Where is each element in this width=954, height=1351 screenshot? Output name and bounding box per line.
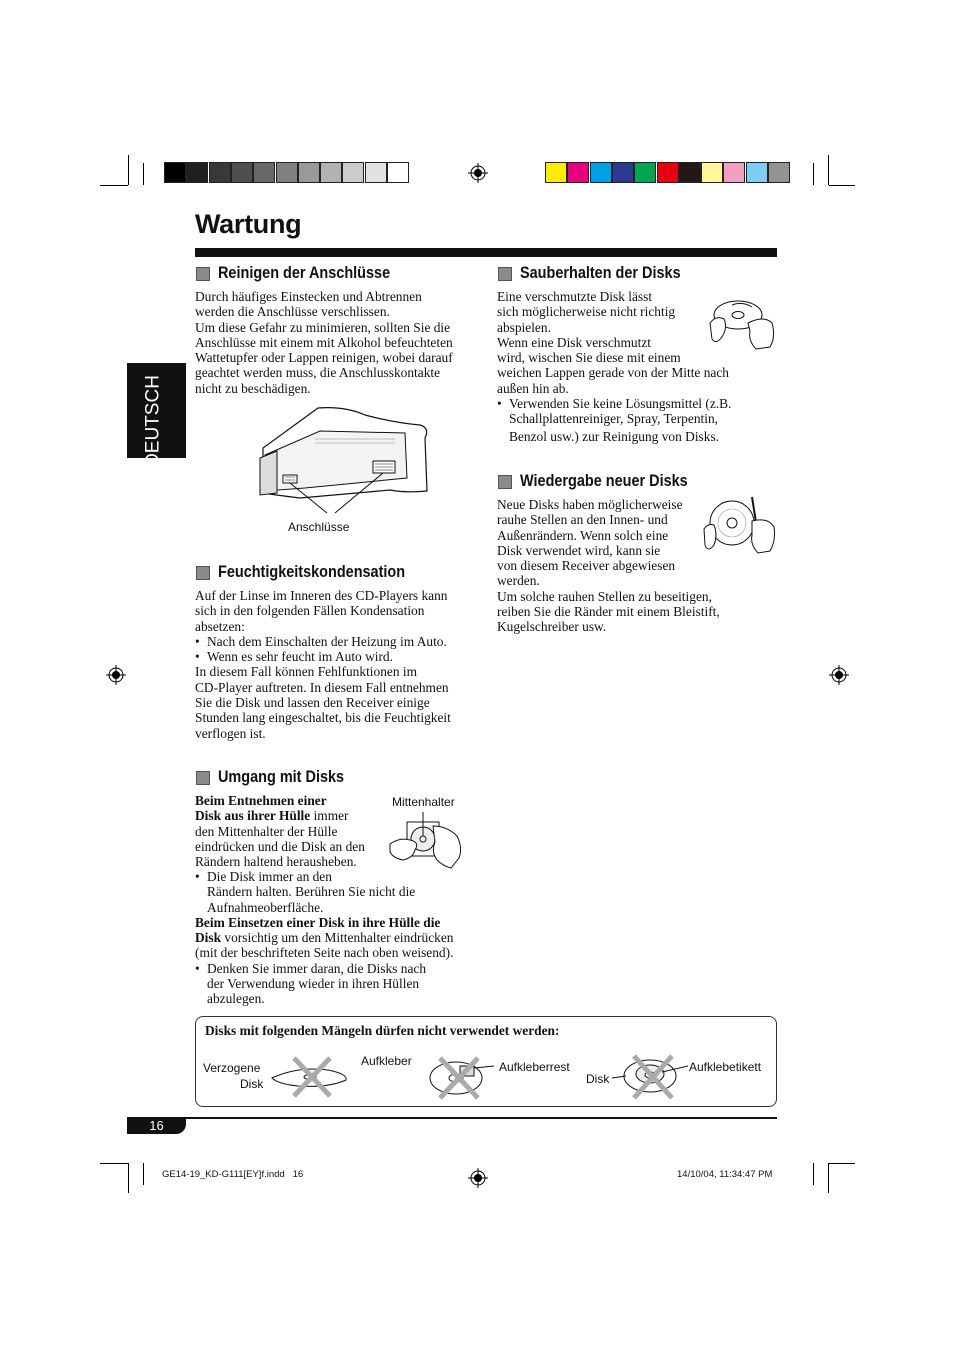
text-line: abzulegen. xyxy=(207,991,265,1007)
disk-wipe-illustration xyxy=(708,293,778,353)
heading-marker xyxy=(196,566,210,580)
heading-marker xyxy=(498,267,512,281)
bottom-rule xyxy=(127,1117,777,1119)
text-line: Eine verschmutzte Disk lässt xyxy=(497,289,653,304)
color-swatch xyxy=(186,162,208,183)
bold-text: Disk aus ihrer Hülle xyxy=(195,808,311,824)
text-line: Kugelschreiber usw. xyxy=(497,619,607,635)
bullet-item: • Wenn es sehr feucht im Auto wird. xyxy=(195,649,485,664)
color-swatch xyxy=(612,162,634,183)
warning-title xyxy=(205,1023,559,1038)
text-line: nicht zu beschädigen. xyxy=(195,380,311,396)
registration-mark-icon xyxy=(106,665,126,685)
text-line: Auf der Linse im Inneren des CD-Players kann xyxy=(195,588,448,603)
text-line: den Mittenhalter der Hülle xyxy=(195,823,338,839)
text-line: Sie die Disk und lassen den Receiver einige xyxy=(195,695,430,711)
text-line: rauhe Stellen an den Innen- und xyxy=(497,512,668,528)
color-swatch xyxy=(209,162,231,183)
color-swatch xyxy=(253,162,275,183)
heading-kondensation: Feuchtigkeitskondensation xyxy=(218,562,406,581)
heading-sauber: Sauberhalten der Disks xyxy=(520,263,681,282)
label-aufkleber: Aufkleber xyxy=(361,1054,412,1068)
color-swatch xyxy=(746,162,768,183)
color-swatch xyxy=(387,162,409,183)
color-swatch xyxy=(298,162,320,183)
label-verzogene-disk: Disk xyxy=(240,1077,264,1091)
registration-mark-icon xyxy=(468,1168,488,1188)
text-line: weichen Lappen gerade von der Mitte nach xyxy=(497,365,730,381)
heading-neue: Wiedergabe neuer Disks xyxy=(520,471,688,490)
text-line: sich in den folgenden Fällen Kondensation xyxy=(195,603,425,619)
heading-marker xyxy=(196,267,210,281)
text-line: CD-Player auftreten. In diesem Fall entnehmen xyxy=(195,679,449,695)
disk-pencil-illustration xyxy=(702,495,778,557)
text-line: Durch häufiges Einstecken und Abtrennen xyxy=(195,289,422,304)
color-swatch xyxy=(768,162,790,183)
text-line: der Verwendung wieder in ihren Hüllen xyxy=(207,976,420,992)
bold-text: Disk xyxy=(195,930,222,946)
warped-disk-icon xyxy=(268,1054,352,1100)
text-line: Stunden lang eingeschaltet, bis die Feuchtigkeit xyxy=(195,710,451,726)
color-swatch xyxy=(679,162,701,183)
color-swatch xyxy=(657,162,679,183)
text-anschluesse xyxy=(195,289,485,396)
text-line: Benzol usw.) zur Reinigung von Disks. xyxy=(509,428,720,444)
text-line: immer xyxy=(310,808,349,824)
text-line: Anschlüsse mit einem mit Alkohol befeuchteten xyxy=(195,334,453,350)
caption-anschluesse: Anschlüsse xyxy=(288,520,350,534)
heading-anschluesse: Reinigen der Anschlüsse xyxy=(218,263,391,282)
text-line: Disk verwendet wird, kann sie xyxy=(497,542,661,558)
page-number-text: 16 xyxy=(149,1118,164,1133)
label-disk: Disk xyxy=(586,1072,610,1086)
color-swatch xyxy=(567,162,589,183)
color-swatch xyxy=(545,162,567,183)
sticker-disk-icon xyxy=(426,1054,494,1100)
color-swatch xyxy=(365,162,387,183)
warning-title-text: Disks mit folgenden Mängeln dürfen nicht verwendet werden: xyxy=(205,1023,560,1038)
label-aufkleberrest: Aufkleberrest xyxy=(499,1060,570,1074)
receiver-connectors-illustration xyxy=(255,403,435,518)
text-line: abspielen. xyxy=(497,319,551,335)
text-line: Rändern haltend herausheben. xyxy=(195,854,357,870)
text-kondensation xyxy=(195,588,485,741)
bullet-item: Verwenden Sie keine Lösungsmittel (z.B. xyxy=(509,396,732,412)
text-line: Um diese Gefahr zu minimieren, sollten Sie die xyxy=(195,319,451,335)
text-line: Wenn eine Disk verschmutzt xyxy=(497,334,651,350)
text-line: außen hin ab. xyxy=(497,380,569,396)
text-line: reiben Sie die Ränder mit einem Bleistift, xyxy=(497,604,720,620)
text-line: vorsichtig um den Mittenhalter eindrücken xyxy=(221,930,454,946)
text-umgang-1 xyxy=(195,793,395,869)
label-disk-icon xyxy=(612,1052,688,1100)
bold-text: Beim Einsetzen einer Disk in ihre Hülle die xyxy=(195,914,441,930)
text-umgang-2 xyxy=(195,869,485,1007)
caption-mittenhalter: Mittenhalter xyxy=(392,795,455,809)
heading-umgang: Umgang mit Disks xyxy=(218,767,345,786)
text-line: (mit der beschrifteten Seite nach oben weisend). xyxy=(195,945,454,961)
text-line: Außenrändern. Wenn solch eine xyxy=(497,527,669,543)
text-line: verflogen ist. xyxy=(195,725,266,741)
text-line: Rändern halten. Berühren Sie nicht die xyxy=(207,884,416,900)
text-line: werden. xyxy=(497,573,540,589)
color-swatch xyxy=(590,162,612,183)
color-swatch xyxy=(342,162,364,183)
color-swatch xyxy=(634,162,656,183)
language-tab-label: DEUTSCH xyxy=(142,375,164,467)
text-line: werden die Anschlüsse verschlissen. xyxy=(195,304,390,320)
text-line: Neue Disks haben möglicherweise xyxy=(497,497,683,512)
text-line: wird, wischen Sie diese mit einem xyxy=(497,350,681,366)
title-rule xyxy=(195,248,777,257)
bold-text: Beim Entnehmen einer xyxy=(195,793,327,808)
color-swatch xyxy=(723,162,745,183)
text-line: von diesem Receiver abgewiesen xyxy=(497,558,676,574)
text-line: Aufnahmeoberfläche. xyxy=(207,899,324,915)
color-swatch xyxy=(320,162,342,183)
color-swatch xyxy=(276,162,298,183)
text-line: eindrücken und die Disk an den xyxy=(195,838,365,854)
bullet-item: • Nach dem Einschalten der Heizung im Auto. xyxy=(195,634,485,649)
footer-file: GE14-19_KD-G111[EY]f.indd 16 xyxy=(162,1169,304,1180)
text-line: Um solche rauhen Stellen zu beseitigen, xyxy=(497,588,712,604)
text-line: geachtet werden muss, die Anschlusskontakte xyxy=(195,365,441,381)
bullet-item: Denken Sie immer daran, die Disks nach xyxy=(207,960,427,976)
label-verzogene: Verzogene xyxy=(203,1061,261,1075)
heading-marker xyxy=(498,475,512,489)
disk-case-hand-illustration xyxy=(385,812,467,872)
footer-timestamp: 14/10/04, 11:34:47 PM xyxy=(677,1169,773,1180)
text-line: In diesem Fall können Fehlfunktionen im xyxy=(195,664,418,680)
text-line: Schallplattenreiniger, Spray, Terpentin, xyxy=(509,411,718,427)
color-swatch xyxy=(164,162,186,183)
label-aufklebetikett: Aufklebetikett xyxy=(689,1060,762,1074)
registration-mark-icon xyxy=(829,665,849,685)
color-swatch xyxy=(701,162,723,183)
text-line: sich möglicherweise nicht richtig xyxy=(497,304,676,320)
color-swatch xyxy=(231,162,253,183)
page-title: Wartung xyxy=(195,209,302,239)
bullet-item: Die Disk immer an den xyxy=(207,869,332,884)
heading-marker xyxy=(196,771,210,785)
registration-mark-icon xyxy=(468,163,488,183)
page-number xyxy=(127,1117,186,1134)
text-line: absetzen: xyxy=(195,618,245,634)
text-line: Wattetupfer oder Lappen reinigen, wobei darauf xyxy=(195,350,453,366)
